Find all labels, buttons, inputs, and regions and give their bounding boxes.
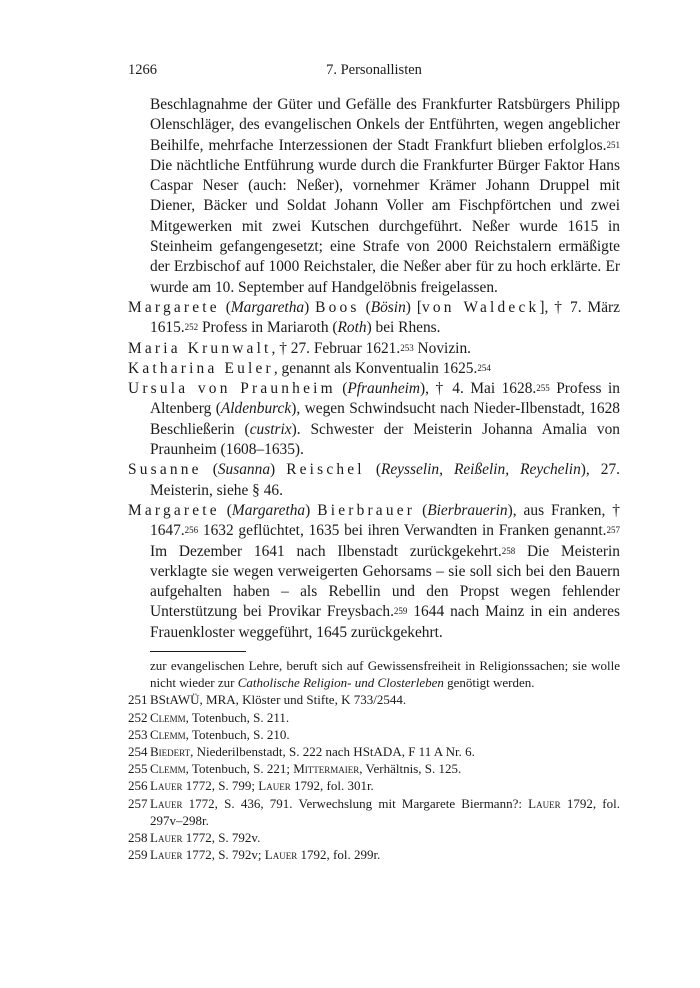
footnote: 258 Lauer 1772, S. 792v. bbox=[128, 830, 261, 846]
person-entry: Susanne (Susanna) Reischel (Reysselin, Reißelin, Reychelin), 27. Meisterin, siehe § 46. bbox=[128, 461, 620, 499]
footnotes bbox=[128, 657, 620, 863]
footnote: 253 Clemm, Totenbuch, S. 210. bbox=[128, 726, 290, 742]
person-name: Susanne bbox=[128, 461, 202, 479]
footnote: 255 Clemm, Totenbuch, S. 221; Mittermaier, Verhältnis, S. 125. bbox=[128, 761, 462, 777]
footnote-ref: 257 bbox=[606, 525, 620, 536]
running-header bbox=[128, 62, 620, 84]
footnote: 257 Lauer 1772, S. 436, 791. Verwechslung mit Margarete Biermann?: Lauer 1792, fol. 297v–298r. bbox=[128, 795, 620, 828]
footnote: 251 BStAWÜ, MRA, Klöster und Stifte, K 733/2544. bbox=[128, 692, 407, 708]
footnote-ref: 259 bbox=[393, 606, 408, 617]
continuation-paragraph: Beschlagnahme der Güter und Gefälle des Frankfurter Ratsbürgers Philipp Olenschläger, des evangelischen Onkels der Entführten, wegen angeblicher Beihilfe, mehrfache Interzessionen der Stadt Frankfurt blieben erfolglos.$^{251}$ Die nächtliche Entführung wurde durch die Frankfurter Bürger Faktor Hans Caspar Neser (auch: Neßer), vornehmer Krämer Johann Druppel mit Diener, Bäcker und Soldat Johann Voller am Fischpförtchen und zwei Mitgewerken mit zwei Kutschen durchgeführt. Neßer wurde 1615 in Steinheim gefangengesetzt; eine Strafe von 2000 Reichstalern ermäßigte der Erzbischof auf 1000 Reichstaler, die Neßer aber für zu hoch erklärte. Er wurde am 10. September auf Handgelöbnis freigelassen. bbox=[150, 96, 620, 296]
footnote-number: 256 bbox=[128, 778, 148, 794]
footnote: 259 Lauer 1772, S. 792v; Lauer 1792, fol. 299r. bbox=[128, 847, 381, 863]
footnote-ref: 255 bbox=[536, 383, 550, 394]
person-entry: Ursula von Praunheim (Pfraunheim), † 4. Mai 1628.$^{255}$ Profess in Altenberg (Aldenburck), wegen Schwindsucht nach Nieder-Ilbenstadt, 1628 Beschließerin (custrix). Schwester der Meisterin Johanna Amalia von Praunheim (1608–1635). bbox=[128, 380, 621, 459]
person-name: Maria Krunwalt bbox=[128, 339, 272, 357]
footnote-ref: 253 bbox=[400, 342, 414, 353]
footnote: 252 Clemm, Totenbuch, S. 211. bbox=[128, 709, 290, 725]
footnote-number: 252 bbox=[128, 709, 148, 725]
footnote-ref: 252 bbox=[184, 322, 199, 333]
person-entry: Margarete (Margaretha) Bierbrauer (Bierbrauerin), aus Franken, † 1647.$^{256}$ 1632 geflüchtet, 1635 bei ihren Verwandten in Franken genannt.$^{257}$ Im Dezember 1641 nach Ilbenstadt zurückgekehrt.$^{258}$ Die Meisterin verklagte sie wegen verweigerten Gehorsams – sie soll sich bei den Bauern aufgehalten haben – als Rebellin und den Propst wegen fehlender Unterstützung bei Provikar Freysbach.$^{259}$ 1644 nach Mainz in ein anderes Frauenkloster weggeführt, 1645 zurückgekehrt. bbox=[128, 501, 620, 641]
person-entry: Katharina Euler, genannt als Konventualin 1625.$^{254}$ bbox=[128, 359, 491, 377]
footnote: 256 Lauer 1772, S. 799; Lauer 1792, fol. 301r. bbox=[128, 778, 374, 794]
footnote-ref: 256 bbox=[184, 525, 199, 536]
footnote-ref: 258 bbox=[501, 545, 516, 556]
footnote-number: 258 bbox=[128, 830, 148, 846]
person-entry: Maria Krunwalt, † 27. Februar 1621.$^{253}$ Novizin. bbox=[128, 339, 471, 357]
page-number: 1266 bbox=[128, 62, 157, 78]
footnote-divider bbox=[150, 651, 246, 652]
person-name: Katharina Euler bbox=[128, 359, 274, 377]
person-surname: Bierbrauer bbox=[317, 501, 416, 519]
person-entry: Margarete (Margaretha) Boos (Bösin) [von Waldeck], † 7. März 1615.$^{252}$ Profess in Mariaroth (Roth) bei Rhens. bbox=[128, 298, 620, 337]
person-surname: Reischel bbox=[286, 461, 365, 479]
footnote-number: 254 bbox=[128, 744, 148, 760]
footnote-number: 257 bbox=[128, 795, 148, 811]
person-surname: Boos bbox=[315, 298, 360, 316]
main-text bbox=[128, 95, 620, 643]
footnote-ref: 251 bbox=[606, 139, 620, 150]
person-name: Margarete bbox=[128, 501, 220, 519]
person-name: Ursula von Praunheim bbox=[128, 380, 336, 398]
footnote-number: 259 bbox=[128, 847, 148, 863]
footnote-ref: 254 bbox=[477, 362, 491, 373]
running-title: 7. Personallisten bbox=[326, 62, 422, 78]
person-name: Margarete bbox=[128, 298, 220, 316]
footnote-number: 253 bbox=[128, 726, 148, 742]
footnote-number: 251 bbox=[128, 692, 148, 708]
footnote: 254 Biedert, Niederilbenstadt, S. 222 nach HStADA, F 11 A Nr. 6. bbox=[128, 744, 475, 760]
footnote-continuation: zur evangelischen Lehre, beruft sich auf Gewissensfreiheit in Religionssachen; sie wolle nicht wieder zur Catholische Religion- und Closterleben genötigt werden. bbox=[150, 658, 620, 691]
footnote-number: 255 bbox=[128, 761, 148, 777]
